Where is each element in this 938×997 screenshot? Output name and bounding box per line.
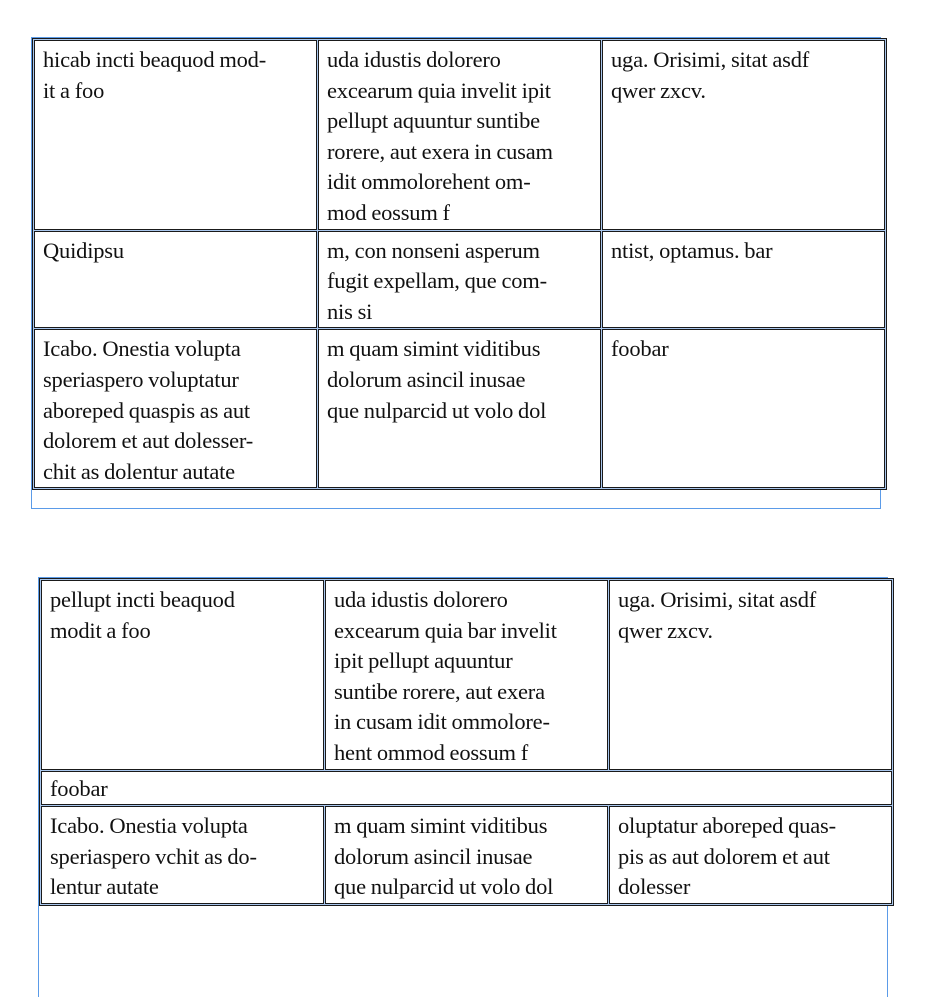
table-row [41,580,892,770]
table-1 [32,38,887,490]
table-cell[interactable]: Icabo. Onestia volupta speriaspero vchit as do- lentur autate [41,806,324,904]
table-cell[interactable]: hicab incti beaquod mod- it a foo [34,40,317,230]
table-cell[interactable]: uga. Orisimi, sitat asdf qwer zxcv. [602,40,885,230]
table-row [41,806,892,904]
table-cell[interactable]: ntist, optamus. bar [602,231,885,329]
merged-table-cell[interactable]: foobar [41,771,892,806]
table-cell[interactable]: m quam simint viditibus dolorum asincil inusae que nulparcid ut volo dol [318,329,601,488]
table-cell[interactable]: m quam simint viditibus dolorum asincil inusae que nulparcid ut volo dol [325,806,608,904]
table-cell[interactable]: foobar [602,329,885,488]
table-row [34,231,885,329]
table-cell[interactable]: Icabo. Onestia volupta speriaspero voluptatur aboreped quaspis as aut dolorem et aut dolesser- chit as dolentur autate [34,329,317,488]
table-cell[interactable]: uda idustis dolorero excearum quia invelit ipit pellupt aquuntur suntibe rorere, aut exera in cusam idit ommolorehent om- mod eossum f [318,40,601,230]
table-row [34,329,885,488]
table-2 [39,578,894,906]
table-row [41,771,892,806]
table-row [34,40,885,230]
table-cell[interactable]: uga. Orisimi, sitat asdf qwer zxcv. [609,580,892,770]
table-cell[interactable]: oluptatur aboreped quas- pis as aut dolorem et aut dolesser [609,806,892,904]
table-cell[interactable]: pellupt incti beaquod modit a foo [41,580,324,770]
table-cell[interactable]: m, con nonseni asperum fugit expellam, que com- nis si [318,231,601,329]
table-cell[interactable]: uda idustis dolorero excearum quia bar invelit ipit pellupt aquuntur suntibe rorere, aut exera in cusam idit ommolore- hent ommod eossum f [325,580,608,770]
table-cell[interactable]: Quidipsu [34,231,317,329]
